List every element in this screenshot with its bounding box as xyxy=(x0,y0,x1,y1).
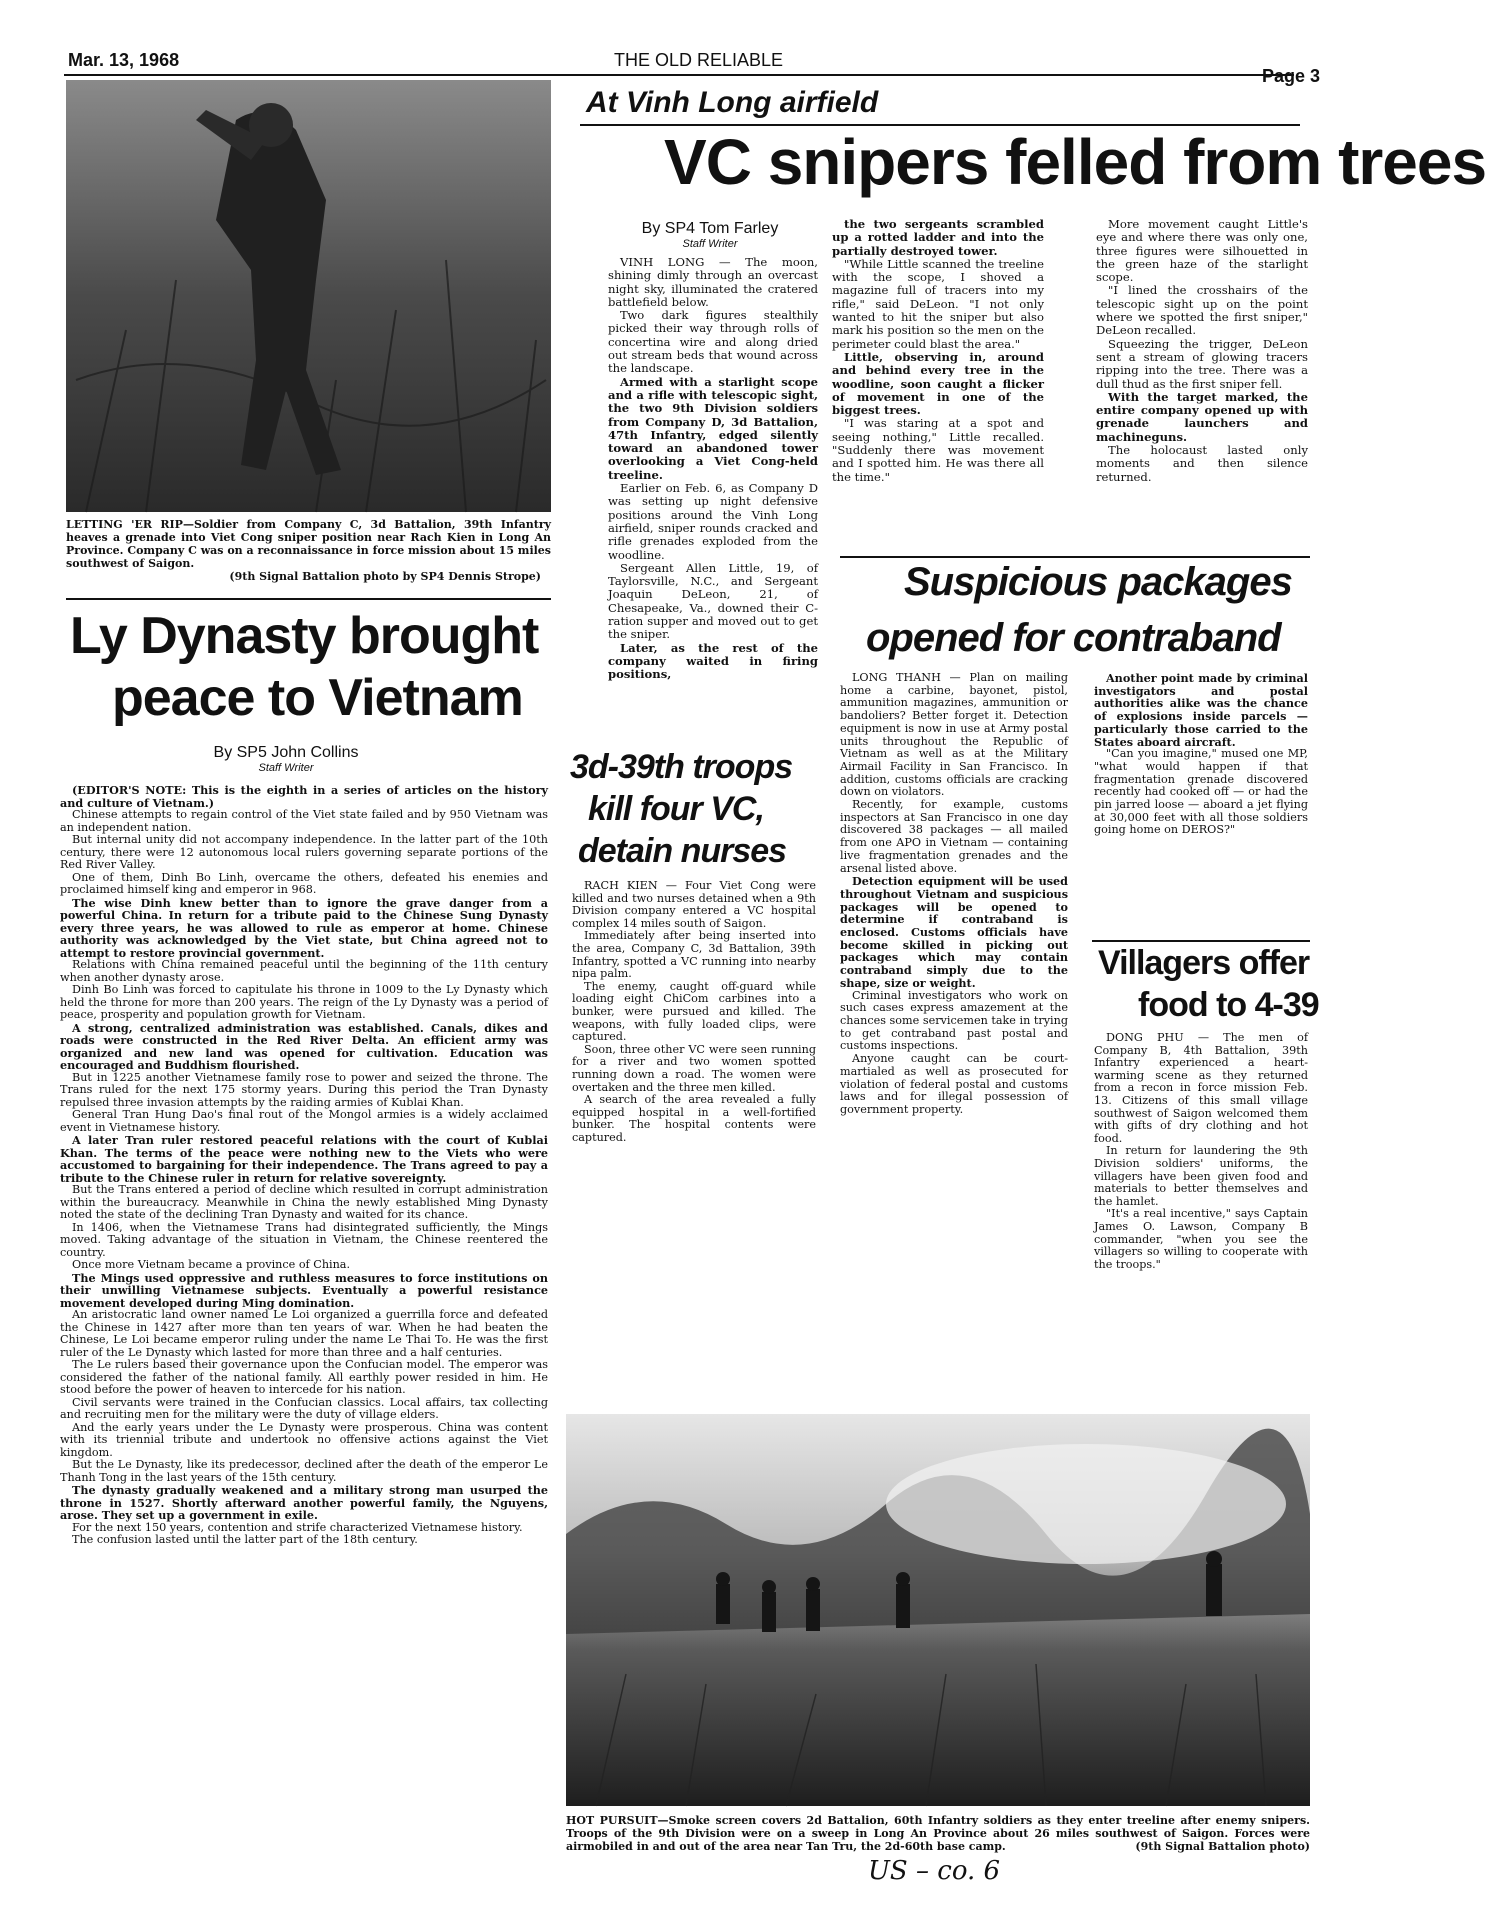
paragraph: The Le rulers based their governance upon the Confucian model. The emperor was considered the father of the national family. All earthly power resided in him. He stood before the power of heaven to intercede for his nation. xyxy=(60,1358,548,1396)
villagers-headline-line-2: food to 4-39 xyxy=(1138,986,1319,1024)
paragraph: With the target marked, the entire company opened up with grenade launchers and machineguns. xyxy=(1096,389,1308,444)
masthead-page-number: Page 3 xyxy=(1262,66,1321,86)
smoke-screen-caption xyxy=(566,1814,1310,1853)
paragraph: General Tran Hung Dao's final rout of the Mongol armies is a widely acclaimed event in Vietnamese history. xyxy=(60,1108,548,1134)
paragraph: Armed with a starlight scope and a rifle with telescopic sight, the two 9th Division soldiers from Company D, 3d Battalion, 47th Infantry, edged silently toward an abandoned tower overlooking a Viet Cong-held treeline. xyxy=(608,374,818,482)
paragraph: Squeezing the trigger, DeLeon sent a stream of glowing tracers ripping into the tree. There was a dull thud as the first sniper fell. xyxy=(1096,336,1308,391)
paragraph: Recently, for example, customs inspectors at San Francisco in one day discovered 38 packages — all mailed from one APO in Vietnam — containing live fragmentation grenades and the arsenal listed above. xyxy=(840,798,1068,875)
paragraph: the two sergeants scrambled up a rotted ladder and into the partially destroyed tower. xyxy=(832,217,1044,258)
snipers-column-3 xyxy=(1096,218,1308,484)
paragraph: A later Tran ruler restored peaceful relations with the court of Kublai Khan. The terms of the peace were nothing new to the Viets who were accustomed to bargaining for their independence. The Trans agreed to pay a tribute to the Chinese ruler in return for relative sovereignty. xyxy=(60,1133,548,1185)
caption-rule xyxy=(66,598,551,600)
grenade-photo-caption xyxy=(66,518,551,583)
paragraph: But internal unity did not accompany independence. In the latter part of the 10th century, there were 12 autonomous local rulers governing separate portions of the Red River Valley. xyxy=(60,833,548,871)
ly-byline-block xyxy=(166,744,406,774)
masthead-rule xyxy=(64,74,1294,76)
paragraph: For the next 150 years, contention and strife characterized Vietnamese history. xyxy=(72,1520,523,1534)
paragraph: "I was staring at a spot and seeing nothing," Little recalled. "Suddenly there was movement and I spotted him. He was there all the time." xyxy=(832,416,1044,484)
paragraph: Chinese attempts to regain control of the Viet state failed and by 950 Vietnam was an independent nation. xyxy=(60,808,548,834)
packages-column-2 xyxy=(1094,672,1308,837)
snipers-byline: By SP4 Tom Farley xyxy=(641,220,779,237)
paragraph: The wise Dinh knew better than to ignore the grave danger from a powerful China. In return for a tribute paid to the Chinese Sung Dynasty every three years, he was allowed to rule as emperor at home. Chinese authority was acknowledged by the Viet state, but China agreed not to attempt to restore provincial government. xyxy=(60,895,548,960)
paragraph: Soon, three other VC were seen running for a river and two women spotted running down a road. The women were overtaken and the three men killed. xyxy=(572,1042,816,1094)
handwritten-note: US – co. 6 xyxy=(868,1856,1001,1886)
snipers-staff-title: Staff Writer xyxy=(682,238,738,250)
villagers-top-rule xyxy=(1092,940,1310,942)
paragraph: "Can you imagine," mused one MP, "what would happen if that fragmentation grenade discovered recently had cooked off — or had the pin jarred loose — aboard a jet flying at 30,000 feet with all those soldiers going home on DEROS?" xyxy=(1094,747,1308,837)
caption-body: —Smoke screen covers 2d Battalion, 60th Infantry soldiers as they enter treeline after enemy snipers. Troops of the 9th Division were on a sweep in Long An Province about 26 miles southwest of Saigon. Forces were airmobiled in and out of the area near Tan Tru, the 2d-60th base camp. xyxy=(566,1814,1310,1853)
paragraph: RACH KIEN — Four Viet Cong were killed and two nurses detained when a 9th Division company entered a VC hospital complex 14 miles south of Saigon. xyxy=(572,879,816,930)
paragraph: Earlier on Feb. 6, as Company D was setting up night defensive positions around the Vinh Long airfield, sniper rounds cracked and rifle grenades exploded from the woodline. xyxy=(608,481,818,562)
ly-headline-line-1: Ly Dynasty brought xyxy=(70,607,539,665)
packages-column-1 xyxy=(840,672,1068,1117)
paragraph: "While Little scanned the treeline with the scope, I shoved a magazine full of tracers into my rifle," said DeLeon. "I not only wanted to hit the sniper but also mark his position so the men on the perimeter could blast the area." xyxy=(832,256,1044,351)
snipers-kicker: At Vinh Long airfield xyxy=(586,86,879,119)
paragraph: Detection equipment will be used throughout Vietnam and suspicious packages will be opened to determine if contraband is enclosed. Customs officials have become skilled in picking out packages which may contain contraband simply due to the shape, size or weight. xyxy=(840,874,1068,990)
packages-headline-line-2: opened for contraband xyxy=(866,616,1281,660)
snipers-column-2 xyxy=(832,218,1044,484)
caption-lead: LETTING 'ER RIP xyxy=(66,518,183,531)
paragraph: Criminal investigators who work on such cases express amazement at the chances some servicemen take in trying to get contraband past postal and customs inspections. xyxy=(840,988,1068,1053)
paragraph: Sergeant Allen Little, 19, of Taylorsville, N.C., and Sergeant Joaquin DeLeon, 21, of Chesapeake, Va., downed their C-ration supper and moved out to get the sniper. xyxy=(608,560,818,642)
paragraph: VINH LONG — The moon, shining dimly through an overcast night sky, illuminated the cratered battlefield below. xyxy=(608,255,818,309)
villagers-article-body xyxy=(1094,1032,1308,1271)
paragraph: The confusion lasted until the latter part of the 18th century. xyxy=(72,1533,418,1546)
paragraph: But the Le Dynasty, like its predecessor, declined after the death of the emperor Le Thanh Tong in the last years of the 15th century. xyxy=(60,1458,548,1484)
paragraph: DONG PHU — The men of Company B, 4th Battalion, 39th Infantry experienced a heart-warming scene as they returned from a recon in force mission Feb. 13. Citizens of this small village southwest of Saigon welcomed them with gifts of dry clothing and hot food. xyxy=(1094,1031,1308,1145)
paragraph: Little, observing in, around and behind every tree in the woodline, soon caught a flicker of movement in one of the biggest trees. xyxy=(832,349,1044,418)
paragraph: More movement caught Little's eye and where there was only one, three figures were silhouetted in the green haze of the starlight scope. xyxy=(1096,217,1308,285)
paragraph: Anyone caught can be court-martialed as well as prosecuted for violation of federal postal and customs laws and for illegal possession of government property. xyxy=(840,1052,1068,1116)
vc39-article-body xyxy=(572,880,816,1144)
paragraph: In 1406, when the Vietnamese Trans had disintegrated sufficiently, the Mings moved. Taking advantage of the situation in Vietnam, the Chinese reentered the country. xyxy=(60,1220,548,1259)
paragraph: Two dark figures stealthily picked their way through rolls of concertina wire and along dried out stream beds that wound across the landscape. xyxy=(608,308,818,376)
paragraph: The Mings used oppressive and ruthless measures to force institutions on their unwilling Vietnamese subjects. Eventually a powerful resistance movement developed during Ming domination. xyxy=(60,1270,548,1310)
paragraph: "It's a real incentive," says Captain James O. Lawson, Company B commander, "when you see the villagers so willing to cooperate with the troops." xyxy=(1094,1207,1308,1271)
paragraph: Dinh Bo Linh was forced to capitulate his throne in 1009 to the Ly Dynasty which held the throne for more than 200 years. The reign of the Ly Dynasty was a period of peace, prosperity and population growth for Vietnam. xyxy=(60,983,548,1021)
paragraph: A strong, centralized administration was established. Canals, dikes and roads were constructed in the Red River Delta. An efficient army was organized and new land was opened for cultivation. Education was encouraged and Buddhism flourished. xyxy=(60,1020,548,1072)
paragraph: Another point made by criminal investigators and postal authorities alike was the chance of explosions inside parcels — particularly those carried to the States aboard aircraft. xyxy=(1094,671,1308,749)
snipers-headline: VC snipers felled from trees xyxy=(664,126,1486,198)
paragraph: Immediately after being inserted into the area, Company C, 3d Battalion, 39th Infantry, spotted a VC running into nearby nipa palm. xyxy=(572,929,816,981)
ly-byline: By SP5 John Collins xyxy=(213,744,359,761)
vc39-headline-line-3: detain nurses xyxy=(578,832,787,870)
snipers-column-1 xyxy=(608,256,818,682)
paragraph: The dynasty gradually weakened and a military strong man usurped the throne in 1527. Shortly afterward another powerful family, the Nguyens, arose. They set up a government in exile. xyxy=(60,1483,548,1522)
snipers-byline-block xyxy=(600,220,820,250)
paragraph: LONG THANH — Plan on mailing home a carbine, bayonet, pistol, ammunition magazines, ammunition or bandoliers? Better forget it. Detection equipment is now in use at Army postal units throughout the Republic of Vietnam as well as at the Military Airmail Facility in San Francisco. In addition, customs officials are cracking down on violators. xyxy=(840,671,1068,799)
packages-top-rule xyxy=(840,556,1310,558)
paragraph: And the early years under the Le Dynasty were prosperous. China was content with its triennial tribute and undertook no offensive actions against the Viet kingdom. xyxy=(60,1420,548,1459)
paragraph: The enemy, caught off-guard while loading eight ChiCom carbines into a bunker, were pursued and killed. The weapons, with fully loaded clips, were captured. xyxy=(572,979,816,1044)
paragraph: Relations with China remained peaceful until the beginning of the 11th century when another dynasty arose. xyxy=(60,958,548,984)
paragraph: But in 1225 another Vietnamese family rose to power and seized the throne. The Trans ruled for the next 175 stormy years. During this period the Tran Dynasty repulsed three invasion attempts by the raiding armies of Kublai Khan. xyxy=(60,1070,548,1109)
smoke-screen-photo xyxy=(566,1414,1310,1806)
masthead-date: Mar. 13, 1968 xyxy=(68,50,180,70)
paragraph: Once more Vietnam became a province of China. xyxy=(72,1258,351,1271)
vc39-headline-line-2: kill four VC, xyxy=(588,790,764,828)
ly-staff-title: Staff Writer xyxy=(258,762,314,774)
villagers-headline-line-1: Villagers offer xyxy=(1098,944,1310,982)
paragraph: But the Trans entered a period of decline which resulted in corrupt administration within the bureaucracy. Meanwhile in China the newly established Ming Dynasty noted the state of the declining Tran Dynasty and waited for its chance. xyxy=(60,1183,548,1221)
grenade-photo xyxy=(66,80,551,512)
paragraph: Later, as the rest of the company waited in firing positions, xyxy=(608,640,818,682)
paragraph: An aristocratic land owner named Le Loi organized a guerrilla force and defeated the Chinese in 1427 after more than ten years of war. When he had beaten the Chinese, Le Loi became emperor ruling under the name Le Thai To. He was the first ruler of the Le Dynasty which lasted for more than three and a half centuries. xyxy=(60,1308,548,1359)
masthead-paper-name: THE OLD RELIABLE xyxy=(614,50,784,70)
paragraph: One of them, Dinh Bo Linh, overcame the others, defeated his enemies and proclaimed himself king and emperor in 968. xyxy=(60,870,548,896)
ly-headline-line-2: peace to Vietnam xyxy=(112,669,523,727)
paragraph: (EDITOR'S NOTE: This is the eighth in a series of articles on the history and culture of Vietnam.) xyxy=(60,783,548,810)
paragraph: Civil servants were trained in the Confucian classics. Local affairs, tax collecting and recruiting men for the military were the duty of village elders. xyxy=(60,1395,548,1421)
ly-article-body xyxy=(60,784,548,1547)
paragraph: The holocaust lasted only moments and then silence returned. xyxy=(1096,443,1308,484)
caption-body: —Soldier from Company C, 3d Battalion, 39th Infantry heaves a grenade into Viet Cong sniper position near Rach Kien in Long An Province. Company C was on a reconnaissance in force mission about 15 miles southwest of Saigon. xyxy=(66,518,552,570)
caption-lead: HOT PURSUIT xyxy=(566,1814,658,1827)
photo-credit: (9th Signal Battalion photo by SP4 Dennis Strope) xyxy=(229,570,541,583)
photo-credit: (9th Signal Battalion photo) xyxy=(1135,1840,1310,1853)
paragraph: "I lined the crosshairs of the telescopic sight up on the point where we spotted the first sniper," DeLeon recalled. xyxy=(1096,283,1308,338)
paragraph: In return for laundering the 9th Division soldiers' uniforms, the villagers have been given food and materials to better themselves and the hamlet. xyxy=(1094,1144,1308,1208)
packages-headline-line-1: Suspicious packages xyxy=(904,560,1292,604)
paragraph: A search of the area revealed a fully equipped hospital in a well-fortified bunker. The hospital contents were captured. xyxy=(572,1093,816,1144)
vc39-headline-line-1: 3d-39th troops xyxy=(570,748,793,786)
